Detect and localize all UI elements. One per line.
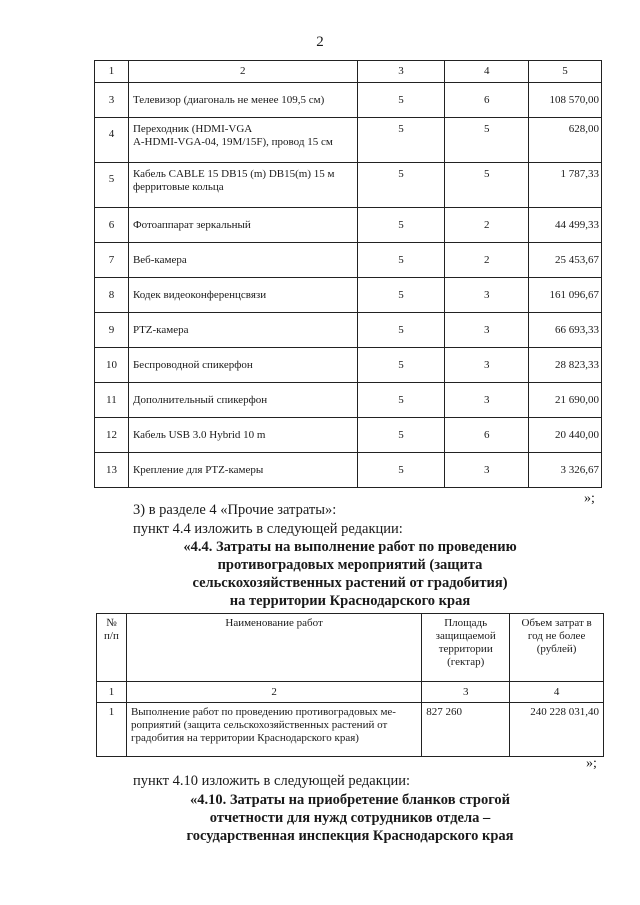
row-number: 9 <box>95 313 129 348</box>
item-price: 3 326,67 <box>529 453 602 488</box>
table-header-row <box>97 614 604 682</box>
column-number-5: 5 <box>529 61 602 83</box>
item-name-line: Беспроводной спикерфон <box>132 358 253 371</box>
header-line: № <box>106 617 117 629</box>
row-number: 5 <box>95 163 129 208</box>
item-4-10-line: пункт 4.10 изложить в следующей редакции: <box>133 773 411 789</box>
item-price: 28 823,33 <box>529 348 602 383</box>
column-numbers-row <box>97 682 604 703</box>
row-number: 6 <box>95 208 129 243</box>
heading-4-10-line: государственная инспекция Краснодарского края <box>186 828 514 844</box>
heading-4-4-line: на территории Краснодарского края <box>229 593 471 609</box>
item-price: 1 787,33 <box>529 163 602 208</box>
table-row <box>95 313 602 348</box>
table-row <box>95 418 602 453</box>
header-line: п/п <box>104 630 119 642</box>
item-price: 21 690,00 <box>529 383 602 418</box>
item-name <box>128 313 357 348</box>
header-line: территории <box>438 643 493 655</box>
header-line: (гектар) <box>447 656 485 668</box>
item-name <box>128 243 357 278</box>
item-name-line: Кодек видеоконференцсвязи <box>132 288 267 301</box>
item-col3: 5 <box>357 208 445 243</box>
table-row <box>95 83 602 118</box>
header-line: (рублей) <box>536 643 577 655</box>
item-col4: 3 <box>445 313 529 348</box>
item-col3: 5 <box>357 83 445 118</box>
column-number-4: 4 <box>510 682 604 703</box>
item-col4: 6 <box>445 418 529 453</box>
equipment-table <box>94 60 602 488</box>
item-name-line: Кабель CABLE 15 DB15 (m) DB15(m) 15 м <box>132 168 335 180</box>
column-number-2: 2 <box>126 682 421 703</box>
table-row <box>95 348 602 383</box>
row-number: 13 <box>95 453 129 488</box>
column-number-3: 3 <box>357 61 445 83</box>
item-name <box>128 208 357 243</box>
row-number: 1 <box>97 703 127 757</box>
annual-cost: 240 228 031,40 <box>510 703 604 757</box>
item-name-line: Веб-камера <box>132 253 187 266</box>
item-col4: 5 <box>445 118 529 163</box>
header-line: Объем затрат в <box>521 617 592 629</box>
table-row <box>95 118 602 163</box>
works-table <box>96 613 604 757</box>
heading-4-4-line: сельскохозяйственных растений от градобития) <box>192 575 508 591</box>
item-col4: 3 <box>445 383 529 418</box>
item-price: 161 096,67 <box>529 278 602 313</box>
item-col4: 3 <box>445 453 529 488</box>
row-number: 3 <box>95 83 129 118</box>
heading-4-4-line: противоградовых мероприятий (защита <box>217 557 483 573</box>
item-name <box>128 278 357 313</box>
item-name <box>128 118 357 163</box>
item-name-line: Переходник (HDMI-VGA <box>132 123 253 135</box>
item-price: 66 693,33 <box>529 313 602 348</box>
item-col3: 5 <box>357 313 445 348</box>
item-name-line: Кабель USB 3.0 Hybrid 10 m <box>132 428 266 441</box>
table-row <box>95 208 602 243</box>
table-row <box>95 163 602 208</box>
header-line: защищаемой <box>435 630 496 642</box>
item-col4: 6 <box>445 83 529 118</box>
item-name-line: Телевизор (диагональ не менее 109,5 см) <box>132 93 325 106</box>
work-name-line: роприятий (защита сельскохозяйственных растений от <box>130 719 388 731</box>
item-col3: 5 <box>357 118 445 163</box>
item-col4: 2 <box>445 243 529 278</box>
item-col3: 5 <box>357 348 445 383</box>
table2-closing-quote: »; <box>586 756 597 771</box>
item-col4: 3 <box>445 348 529 383</box>
item-col4: 3 <box>445 278 529 313</box>
item-name-line: Крепление для PTZ-камеры <box>132 463 264 476</box>
heading-4-10-line: отчетности для нужд сотрудников отдела – <box>209 810 491 826</box>
header-line: год не более <box>527 630 586 642</box>
item-price: 108 570,00 <box>529 83 602 118</box>
row-number: 10 <box>95 348 129 383</box>
table-row <box>97 703 604 757</box>
item-name <box>128 83 357 118</box>
header-cost <box>510 614 604 682</box>
header-work-name <box>126 614 421 682</box>
work-name-line: градобития на территории Краснодарского края) <box>130 732 359 744</box>
row-number: 12 <box>95 418 129 453</box>
item-col4: 5 <box>445 163 529 208</box>
item-name <box>128 383 357 418</box>
row-number: 11 <box>95 383 129 418</box>
column-number-2: 2 <box>128 61 357 83</box>
row-number: 4 <box>95 118 129 163</box>
item-price: 20 440,00 <box>529 418 602 453</box>
item-name <box>128 418 357 453</box>
row-number: 7 <box>95 243 129 278</box>
work-name-line: Выполнение работ по проведению противоградовых ме- <box>130 706 396 718</box>
item-price: 25 453,67 <box>529 243 602 278</box>
page-number: 2 <box>316 34 324 50</box>
item-col3: 5 <box>357 243 445 278</box>
header-line: Наименование работ <box>225 617 323 629</box>
row-number: 8 <box>95 278 129 313</box>
item-col3: 5 <box>357 418 445 453</box>
table-header-row <box>95 61 602 83</box>
table-row <box>95 453 602 488</box>
column-number-1: 1 <box>97 682 127 703</box>
section-4-line: 3) в разделе 4 «Прочие затраты»: <box>133 502 337 518</box>
table-row <box>95 278 602 313</box>
header-area <box>422 614 510 682</box>
heading-4-10 <box>140 791 560 845</box>
item-name <box>128 163 357 208</box>
column-number-1: 1 <box>95 61 129 83</box>
item-name <box>128 348 357 383</box>
column-number-3: 3 <box>422 682 510 703</box>
work-name <box>126 703 421 757</box>
heading-4-4-line: «4.4. Затраты на выполнение работ по проведению <box>183 539 517 555</box>
item-name-line: ферритовые кольца <box>132 181 224 193</box>
column-number-4: 4 <box>445 61 529 83</box>
header-number <box>97 614 127 682</box>
item-name-line: Дополнительный спикерфон <box>132 393 268 406</box>
item-col3: 5 <box>357 278 445 313</box>
item-price: 628,00 <box>529 118 602 163</box>
item-name <box>128 453 357 488</box>
protected-area: 827 260 <box>422 703 510 757</box>
header-line: Площадь <box>444 617 488 629</box>
item-4-4-line: пункт 4.4 изложить в следующей редакции: <box>133 521 403 537</box>
table-row <box>95 383 602 418</box>
item-col3: 5 <box>357 163 445 208</box>
item-col3: 5 <box>357 453 445 488</box>
table1-closing-quote: »; <box>584 491 595 506</box>
item-col3: 5 <box>357 383 445 418</box>
item-name-line: A-HDMI-VGA-04, 19M/15F), провод 15 см <box>132 136 333 148</box>
item-name-line: Фотоаппарат зеркальный <box>132 218 251 231</box>
item-price: 44 499,33 <box>529 208 602 243</box>
table-row <box>95 243 602 278</box>
heading-4-4 <box>150 538 550 610</box>
item-col4: 2 <box>445 208 529 243</box>
heading-4-10-line: «4.10. Затраты на приобретение бланков строгой <box>189 792 511 808</box>
item-name-line: PTZ-камера <box>132 323 189 336</box>
